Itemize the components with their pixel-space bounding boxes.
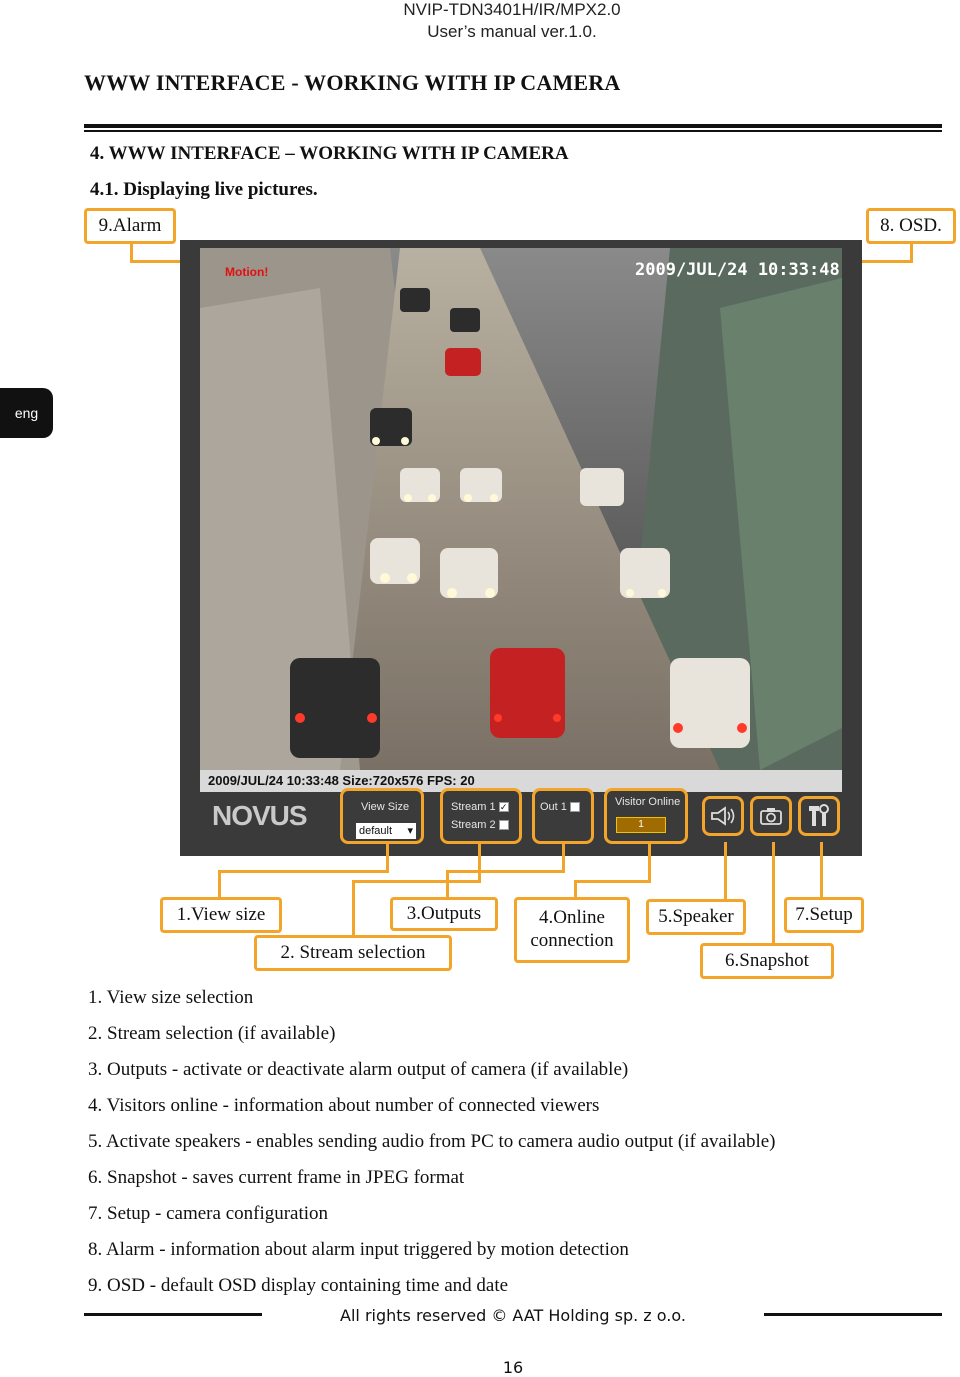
alarm-indicator: Motion! (225, 265, 269, 279)
stream2-checkbox[interactable] (499, 820, 509, 830)
outputs-control (532, 788, 594, 844)
legend-item: 9. OSD - default OSD display containing time and date (88, 1275, 509, 1296)
callout-alarm: 9.Alarm (84, 208, 176, 244)
camera-icon (758, 805, 784, 827)
connector-online-h (574, 880, 651, 883)
title-rule-thick (84, 124, 942, 128)
connector-viewsize-h (218, 870, 389, 873)
footer-copyright: All rights reserved © AAT Holding sp. z o.o. (340, 1306, 686, 1325)
header-model: NVIP-TDN3401H/IR/MPX2.0 (403, 0, 621, 19)
view-size-control (340, 788, 424, 844)
header-manual-version: User’s manual ver.1.0. (427, 22, 597, 41)
tools-icon (806, 804, 832, 828)
legend-item: 8. Alarm - information about alarm input triggered by motion detection (88, 1239, 629, 1260)
connector-outputs-v2 (446, 870, 449, 898)
connector-stream-v2 (352, 880, 355, 936)
callout-stream-selection: 2. Stream selection (254, 935, 452, 971)
camera-viewer (180, 240, 862, 856)
out1-label: Out 1 (540, 801, 567, 813)
visitor-online-control (604, 788, 688, 844)
snapshot-button[interactable] (750, 796, 792, 836)
stream2-label: Stream 2 (451, 819, 496, 831)
visitor-online-label: Visitor Online (615, 796, 681, 808)
view-size-label: View Size (361, 801, 410, 813)
callout-online-connection: 4.Online connection (514, 897, 630, 963)
stream-selection-control (440, 788, 522, 844)
stream1-row (451, 801, 509, 813)
chapter-title: 4. WWW INTERFACE – WORKING WITH IP CAMERA (90, 143, 569, 164)
callout-speaker: 5.Speaker (646, 899, 746, 935)
page-number: 16 (502, 1358, 524, 1377)
live-video (200, 248, 842, 770)
connector-outputs-v1 (562, 842, 565, 872)
connector-setup-v (820, 842, 823, 898)
legend-item: 3. Outputs - activate or deactivate alarm output of camera (if available) (88, 1059, 629, 1080)
callout-view-size: 1.View size (160, 897, 282, 933)
speaker-button[interactable] (702, 796, 744, 836)
visitor-count: 1 (616, 817, 666, 833)
legend-item: 4. Visitors online - information about number of connected viewers (88, 1095, 600, 1116)
legend-item: 6. Snapshot - saves current frame in JPEG format (88, 1167, 465, 1188)
speaker-icon (710, 805, 736, 827)
connector-viewsize-v1 (386, 842, 389, 872)
osd-datetime: 2009/JUL/24 10:33:48 (635, 260, 840, 280)
setup-button[interactable] (798, 796, 840, 836)
connector-alarm-v (130, 242, 133, 262)
callout-outputs: 3.Outputs (390, 897, 498, 931)
novus-logo: NOVUS (212, 800, 307, 831)
title-rule-thin (84, 130, 942, 132)
connector-stream-h (352, 880, 481, 883)
stream1-label: Stream 1 (451, 801, 496, 813)
language-tab: eng (0, 388, 53, 438)
callout-osd: 8. OSD. (866, 208, 956, 244)
section-title: WWW INTERFACE - WORKING WITH IP CAMERA (84, 70, 621, 95)
connector-viewsize-v2 (218, 870, 221, 898)
callout-setup: 7.Setup (784, 897, 864, 933)
connector-online-v1 (648, 842, 651, 882)
connector-snapshot-v (772, 842, 775, 946)
connector-online-v2 (574, 880, 577, 898)
legend-item: 1. View size selection (88, 987, 254, 1008)
connector-speaker-v (724, 842, 727, 900)
connector-osd-v (910, 242, 913, 262)
legend-item: 5. Activate speakers - enables sending audio from PC to camera audio output (if available) (88, 1131, 776, 1152)
stream1-checkbox[interactable]: ✓ (499, 802, 508, 813)
video-status-bar: 2009/JUL/24 10:33:48 Size:720x576 FPS: 20 (200, 770, 842, 792)
view-size-select[interactable]: default ▾ (356, 823, 416, 839)
live-video-image (200, 248, 842, 770)
legend-item: 7. Setup - camera configuration (88, 1203, 329, 1224)
legend-item: 2. Stream selection (if available) (88, 1023, 336, 1044)
out1-row (540, 801, 580, 813)
subsection-title: 4.1. Displaying live pictures. (90, 179, 318, 200)
connector-outputs-h (446, 870, 565, 873)
out1-checkbox[interactable] (570, 802, 580, 812)
stream2-row (451, 819, 509, 831)
callout-snapshot: 6.Snapshot (700, 943, 834, 979)
connector-stream-v1 (478, 842, 481, 882)
